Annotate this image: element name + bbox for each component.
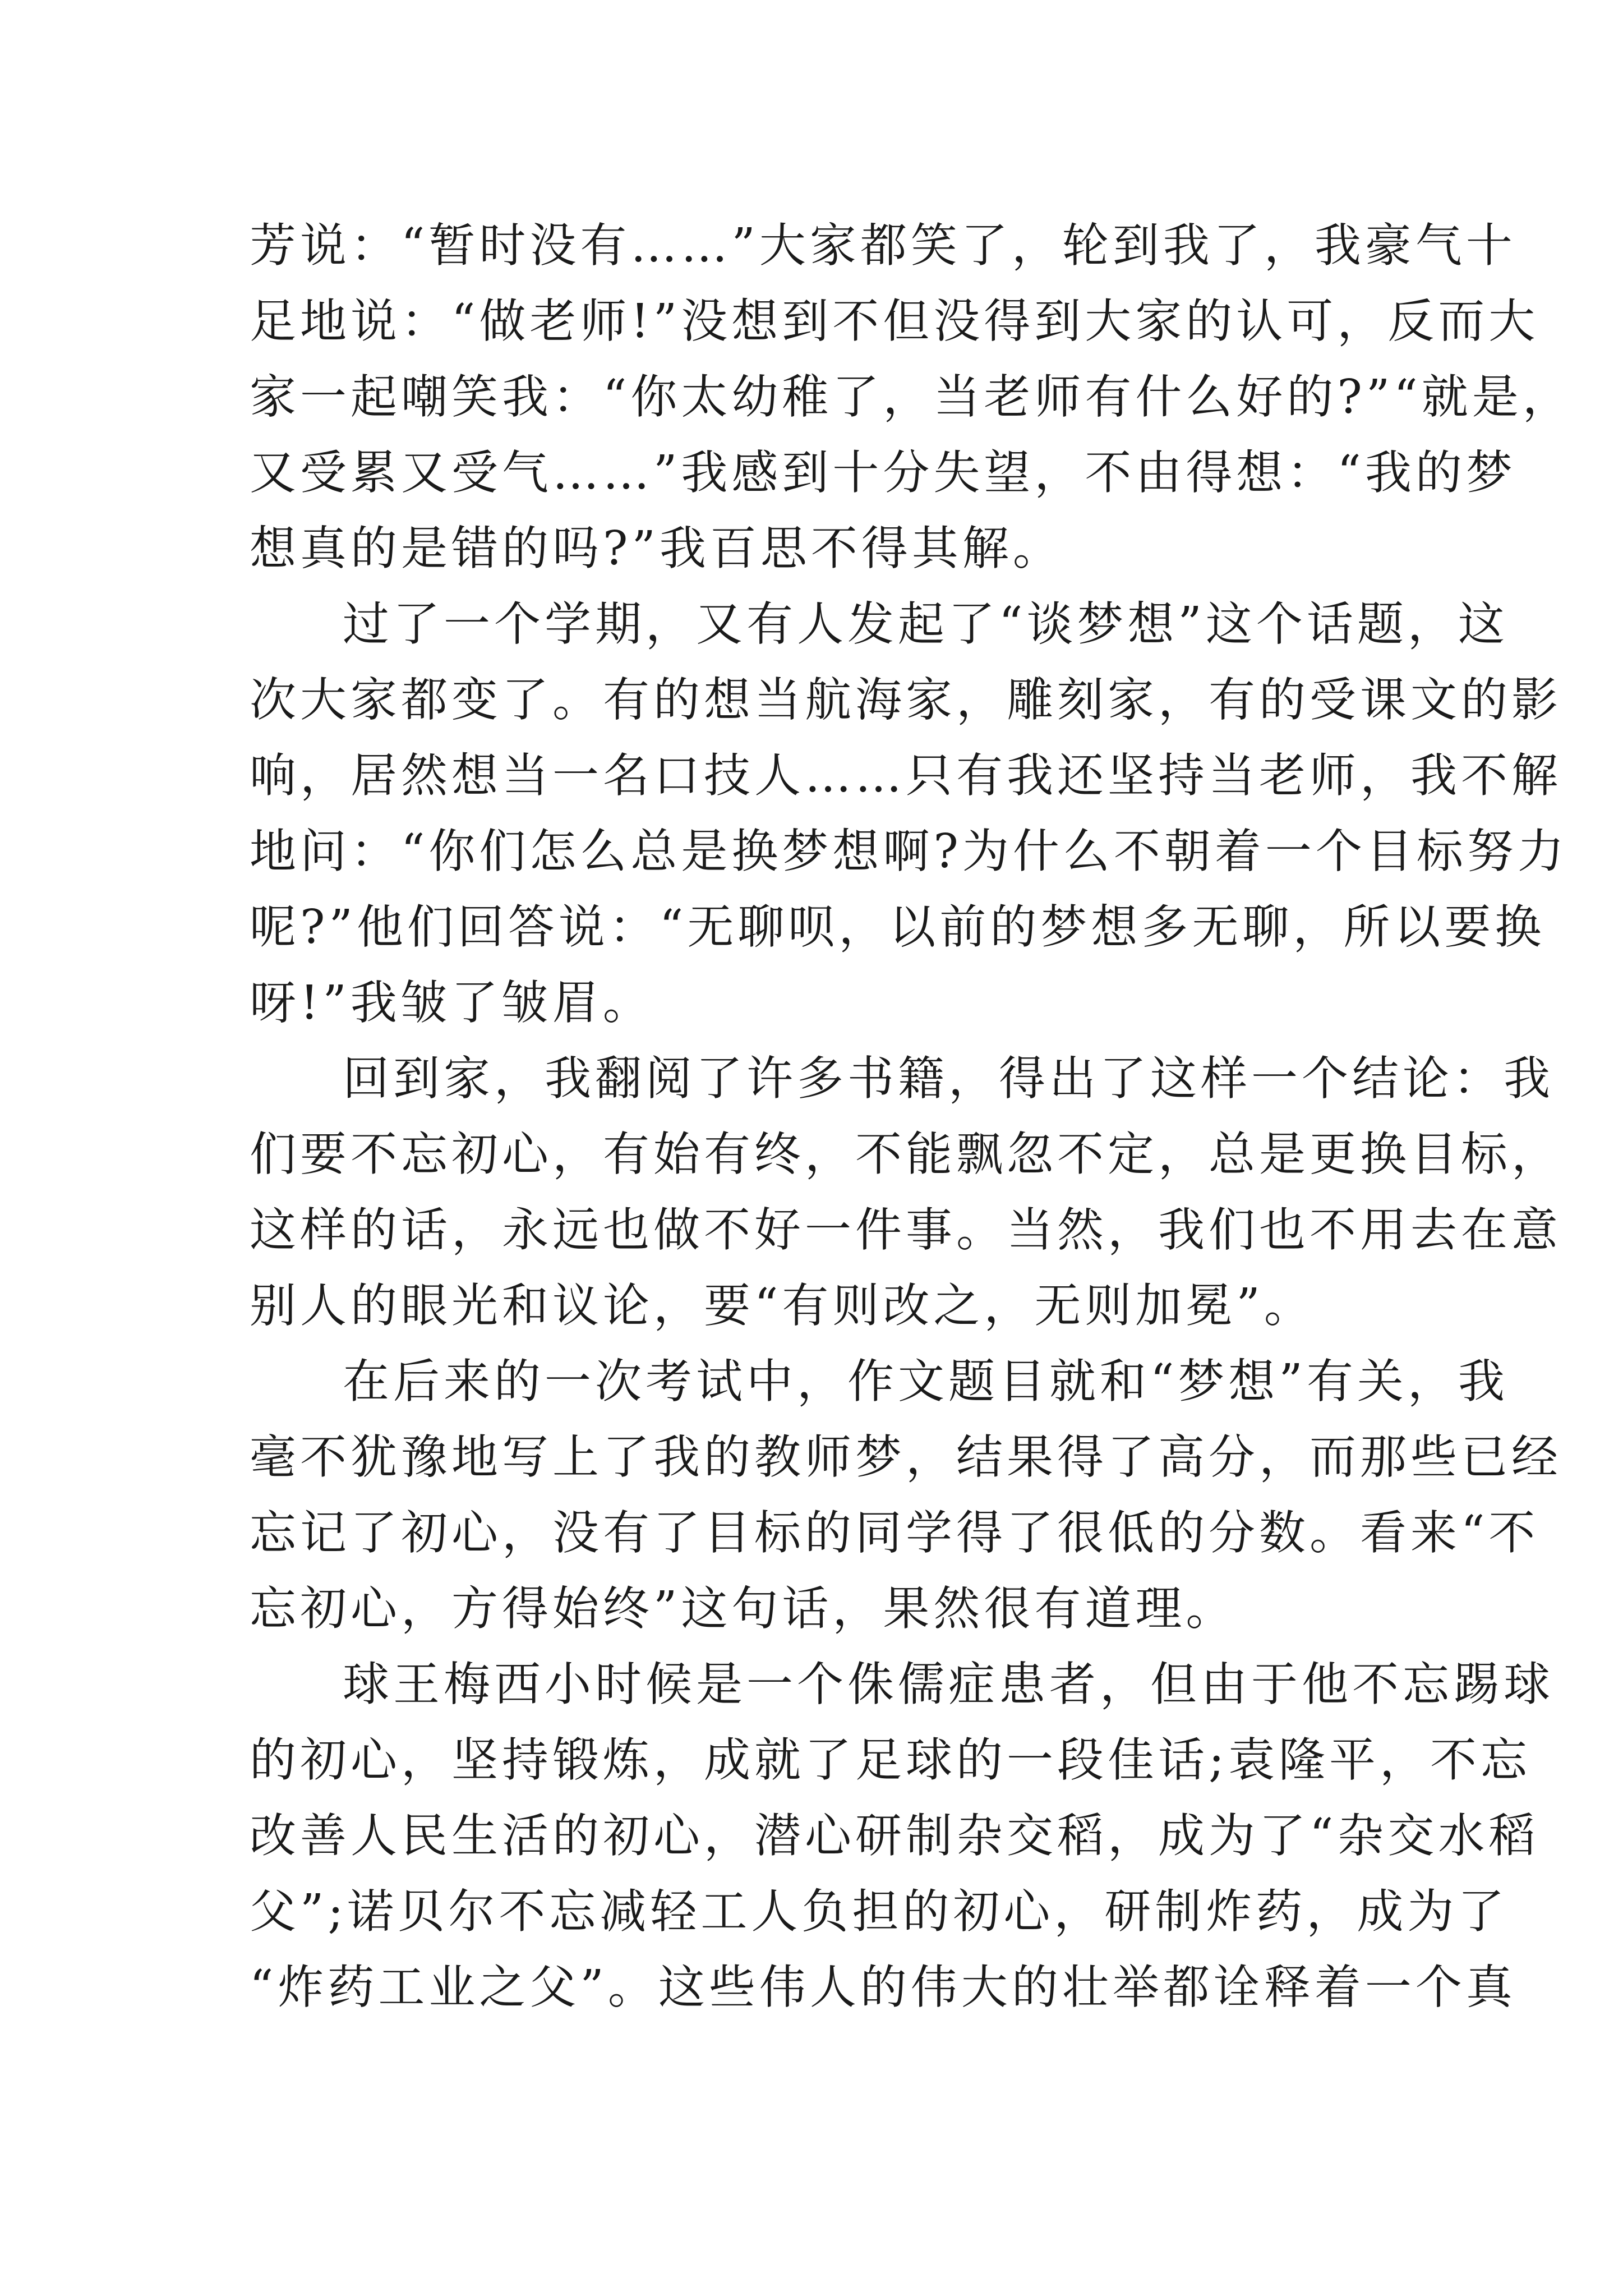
text-line: 忘初心，方得始终”这句话，果然很有道理。 — [250, 1581, 1237, 1636]
paragraph-start-line: 过了一个学期，又有人发起了“谈梦想”这个话题，这 — [343, 597, 1509, 651]
paragraph-start-line: 球王梅西小时候是一个侏儒症患者，但由于他不忘踢球 — [343, 1657, 1554, 1711]
text-line: 别人的眼光和议论，要“有则改之，无则加冕”。 — [250, 1278, 1315, 1333]
text-line: 呢?”他们回答说：“无聊呗，以前的梦想多无聊，所以要换 — [250, 900, 1546, 954]
text-line: 地问：“你们怎么总是换梦想啊?为什么不朝着一个目标努力 — [250, 824, 1568, 878]
text-line: 想真的是错的吗?”我百思不得其解。 — [250, 521, 1063, 576]
text-line: 足地说：“做老师!”没想到不但没得到大家的认可，反而大 — [250, 294, 1539, 348]
text-line: 又受累又受气……”我感到十分失望，不由得想：“我的梦 — [250, 445, 1516, 500]
text-line: 改善人民生活的初心，潜心研制杂交稻，成为了“杂交水稻 — [250, 1809, 1539, 1863]
essay-body — [250, 208, 1573, 2025]
text-line: 呀!”我皱了皱眉。 — [250, 976, 653, 1030]
text-line: 这样的话，永远也做不好一件事。当然，我们也不用去在意 — [250, 1203, 1562, 1257]
text-line: 父”;诺贝尔不忘减轻工人负担的初心，研制炸药，成为了 — [250, 1884, 1509, 1939]
text-line: 次大家都变了。有的想当航海家，雕刻家，有的受课文的影 — [250, 673, 1562, 727]
text-line: 毫不犹豫地写上了我的教师梦，结果得了高分，而那些已经 — [250, 1430, 1562, 1484]
text-line: 响，居然想当一名口技人……只有我还坚持当老师，我不解 — [250, 748, 1562, 803]
text-line: 忘记了初心，没有了目标的同学得了很低的分数。看来“不 — [250, 1506, 1539, 1560]
text-line: 们要不忘初心，有始有终，不能飘忽不定，总是更换目标， — [250, 1127, 1562, 1181]
text-line: 芳说：“暂时没有……”大家都笑了，轮到我了，我豪气十 — [250, 218, 1516, 273]
text-line: “炸药工业之父”。这些伟人的伟大的壮举都诠释着一个真 — [250, 1960, 1516, 2014]
paragraph-start-line: 回到家，我翻阅了许多书籍，得出了这样一个结论：我 — [343, 1051, 1554, 1106]
text-line: 家一起嘲笑我：“你太幼稚了，当老师有什么好的?”“就是， — [250, 370, 1573, 424]
paragraph-start-line: 在后来的一次考试中，作文题目就和“梦想”有关，我 — [343, 1354, 1509, 1409]
text-line: 的初心，坚持锻炼，成就了足球的一段佳话;袁隆平，不忘 — [250, 1733, 1531, 1787]
